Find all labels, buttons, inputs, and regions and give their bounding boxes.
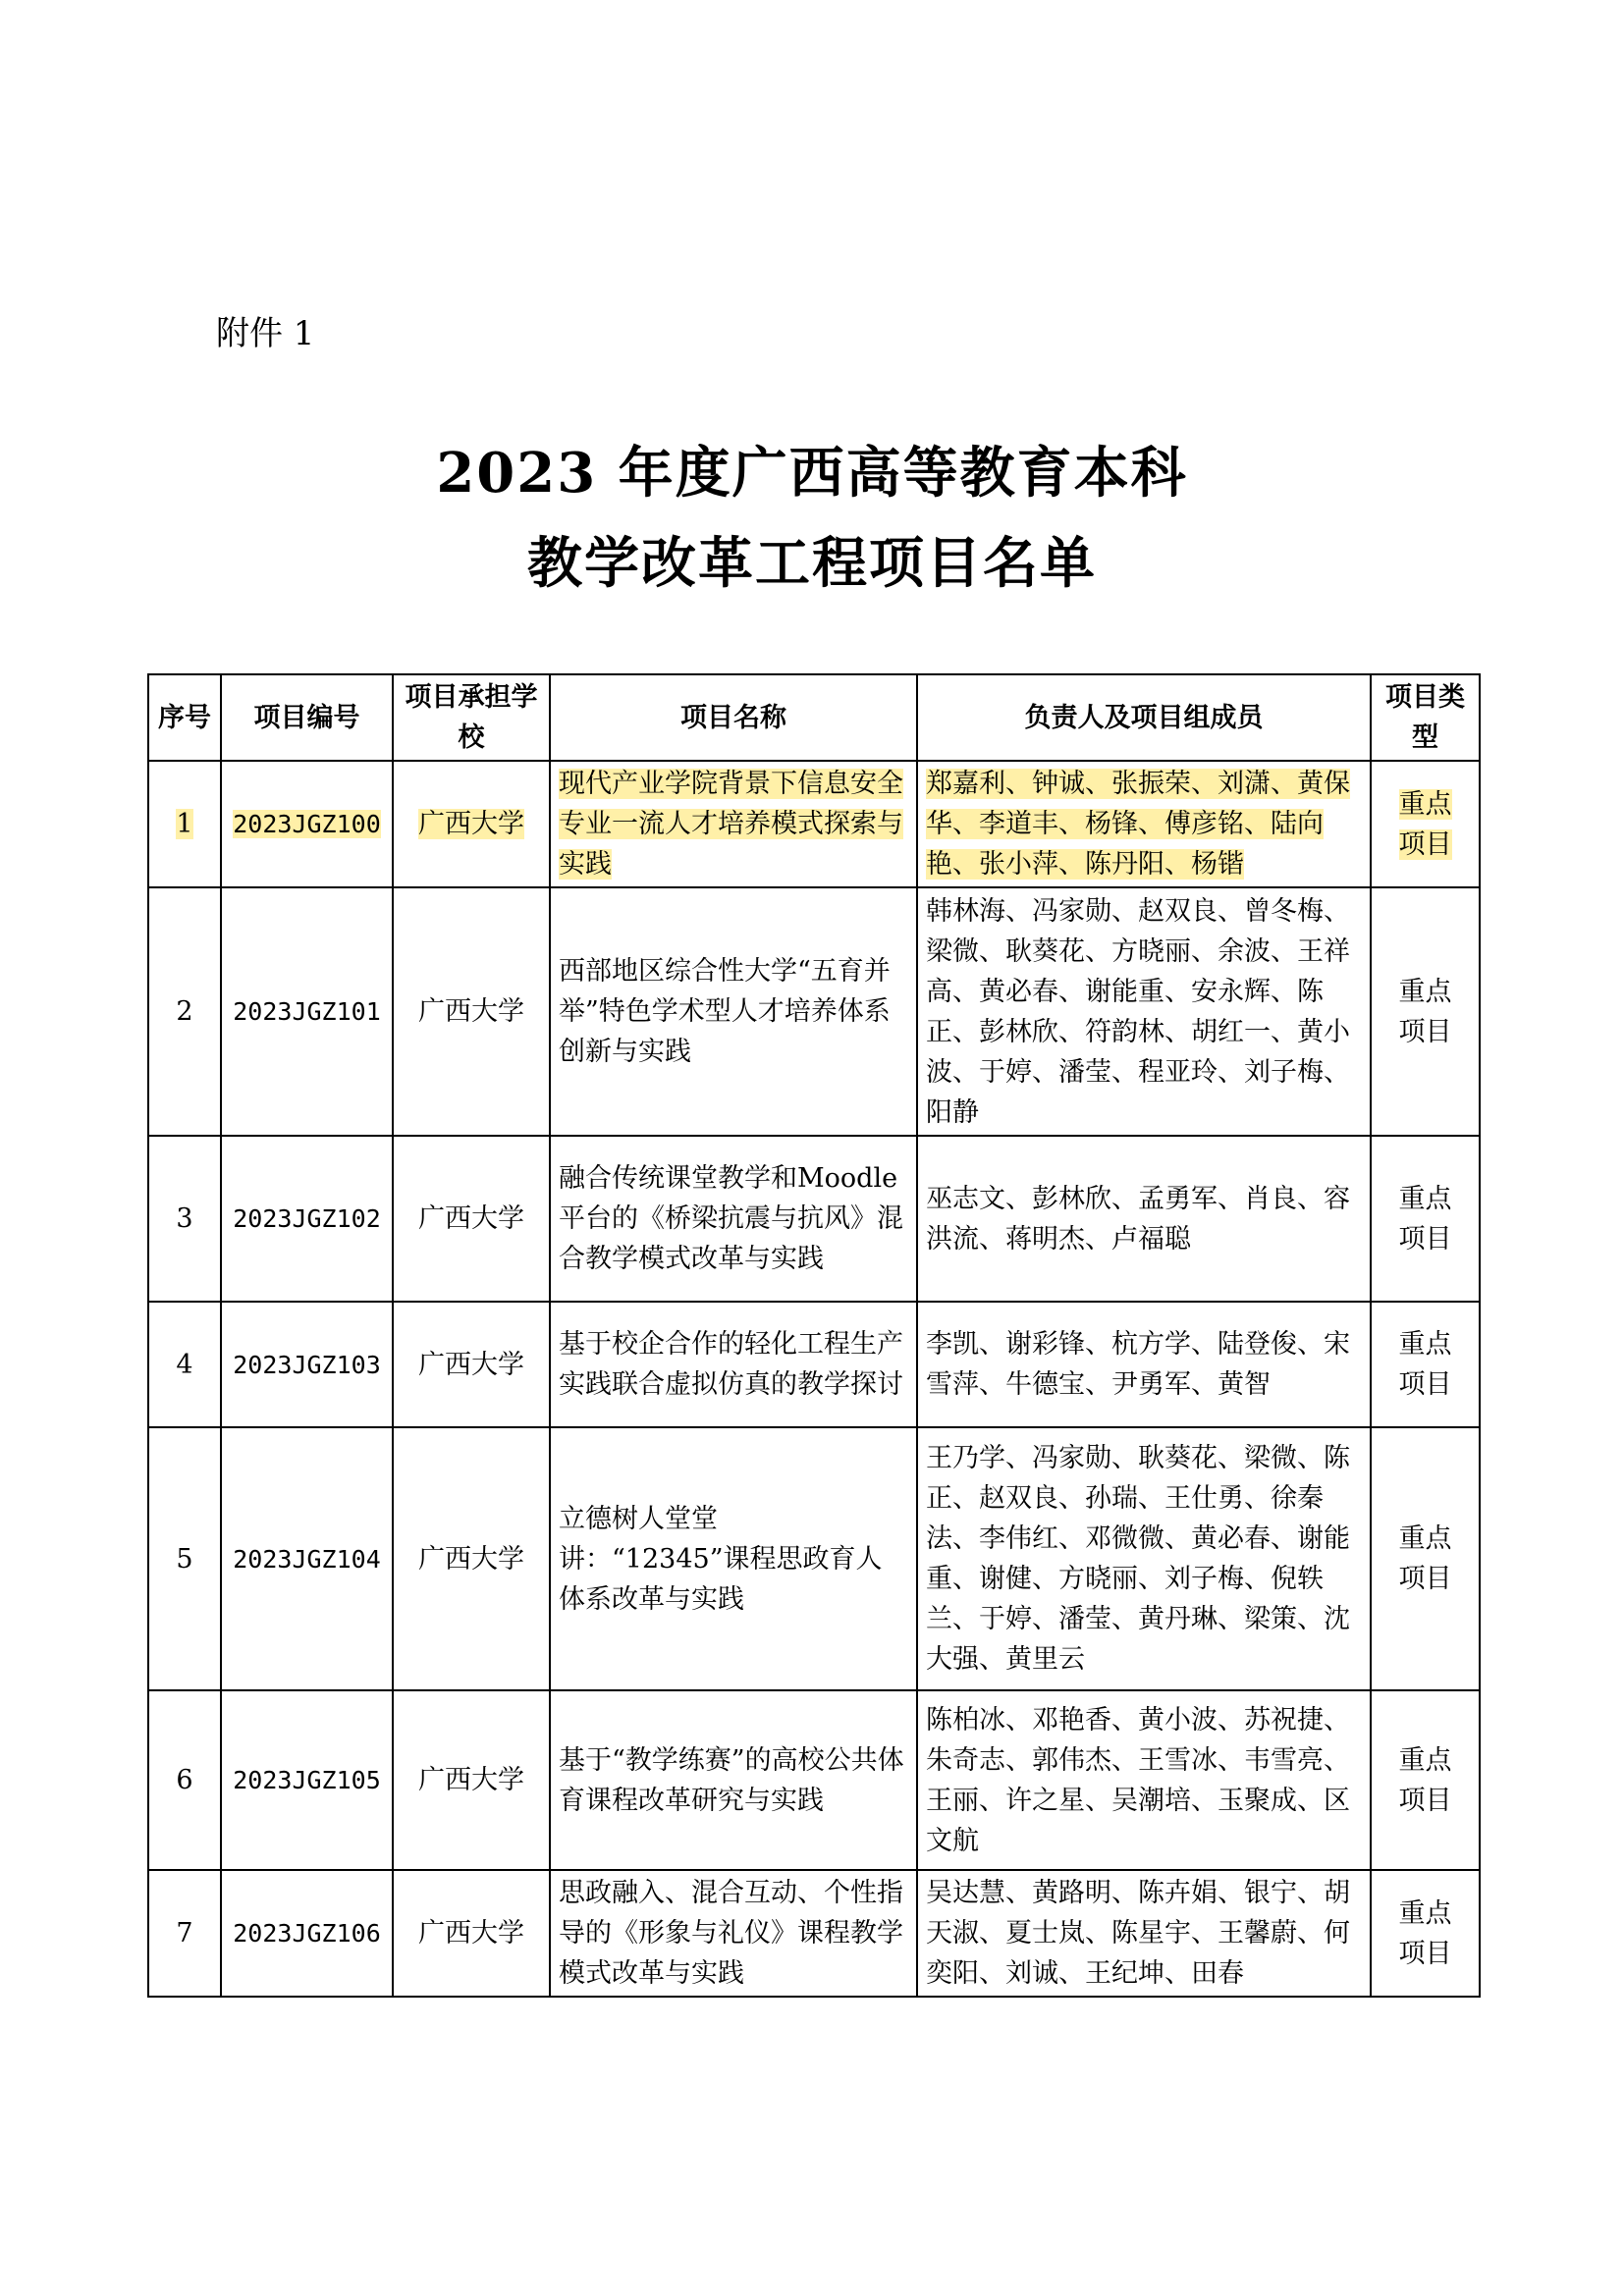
cell-school bbox=[393, 1427, 550, 1690]
cell-type bbox=[1371, 887, 1480, 1136]
cell-index bbox=[148, 1870, 221, 1997]
table-row bbox=[148, 1302, 1480, 1427]
cell-index bbox=[148, 1427, 221, 1690]
cell-project-name bbox=[550, 1870, 917, 1997]
cell-index bbox=[148, 1302, 221, 1427]
table-row bbox=[148, 1427, 1480, 1690]
cell-members bbox=[917, 1136, 1371, 1302]
cell-members bbox=[917, 761, 1371, 887]
cell-index bbox=[148, 1690, 221, 1870]
cell-project-name bbox=[550, 1136, 917, 1302]
table-row bbox=[148, 1870, 1480, 1997]
cell-project-name-text: 思政融入、混合互动、个性指导的《形象与礼仪》课程教学模式改革与实践 bbox=[559, 1878, 903, 1989]
table-header-row bbox=[148, 674, 1480, 761]
cell-code bbox=[221, 1690, 393, 1870]
cell-code bbox=[221, 1427, 393, 1690]
header-type: 项目类型 bbox=[1371, 674, 1480, 761]
cell-code bbox=[221, 1870, 393, 1997]
cell-type-text: 重点项目 bbox=[1398, 976, 1452, 1047]
cell-index-text: 1 bbox=[176, 809, 193, 839]
table-row bbox=[148, 887, 1480, 1136]
cell-members bbox=[917, 1302, 1371, 1427]
cell-project-name-text: 西部地区综合性大学“五育并举”特色学术型人才培养体系创新与实践 bbox=[559, 956, 891, 1067]
cell-code-text: 2023JGZ101 bbox=[233, 997, 381, 1026]
cell-code bbox=[221, 1302, 393, 1427]
cell-project-name bbox=[550, 1302, 917, 1427]
cell-members-text: 郑嘉利、钟诚、张振荣、刘潇、黄保华、李道丰、杨锋、傅彦铭、陆向艳、张小萍、陈丹阳、杨锴 bbox=[926, 769, 1350, 880]
cell-members-text: 李凯、谢彩锋、杭方学、陆登俊、宋雪萍、牛德宝、尹勇军、黄智 bbox=[926, 1329, 1350, 1400]
table-row bbox=[148, 761, 1480, 887]
cell-members bbox=[917, 887, 1371, 1136]
cell-school-text: 广西大学 bbox=[418, 809, 524, 839]
cell-members bbox=[917, 1427, 1371, 1690]
cell-school bbox=[393, 1136, 550, 1302]
cell-code-text: 2023JGZ104 bbox=[233, 1544, 381, 1574]
cell-type-text: 重点项目 bbox=[1398, 1744, 1452, 1816]
cell-type bbox=[1371, 1302, 1480, 1427]
cell-index-text: 2 bbox=[176, 996, 193, 1027]
header-name: 项目名称 bbox=[550, 674, 917, 761]
cell-school-text: 广西大学 bbox=[418, 1203, 524, 1234]
cell-school bbox=[393, 1302, 550, 1427]
cell-members-text: 巫志文、彭林欣、孟勇军、肖良、容洪流、蒋明杰、卢福聪 bbox=[926, 1183, 1350, 1255]
cell-code-text: 2023JGZ100 bbox=[233, 810, 381, 838]
project-table bbox=[147, 673, 1481, 1998]
cell-index-text: 4 bbox=[176, 1349, 193, 1380]
cell-members bbox=[917, 1870, 1371, 1997]
cell-school bbox=[393, 887, 550, 1136]
cell-type-text: 重点项目 bbox=[1398, 788, 1452, 860]
cell-project-name bbox=[550, 887, 917, 1136]
cell-school-text: 广西大学 bbox=[418, 1918, 524, 1949]
cell-index bbox=[148, 1136, 221, 1302]
cell-type bbox=[1371, 1870, 1480, 1997]
cell-project-name-text: 基于“教学练赛”的高校公共体育课程改革研究与实践 bbox=[559, 1744, 904, 1816]
cell-code-text: 2023JGZ105 bbox=[233, 1766, 381, 1794]
cell-index-text: 6 bbox=[176, 1765, 193, 1795]
attachment-label: 附件 1 bbox=[216, 314, 315, 353]
cell-project-name bbox=[550, 1690, 917, 1870]
cell-code-text: 2023JGZ103 bbox=[233, 1350, 381, 1379]
table-body bbox=[148, 761, 1480, 1997]
cell-school-text: 广西大学 bbox=[418, 1765, 524, 1795]
cell-type bbox=[1371, 1136, 1480, 1302]
cell-school-text: 广西大学 bbox=[418, 996, 524, 1027]
cell-school bbox=[393, 761, 550, 887]
cell-project-name-text: 现代产业学院背景下信息安全专业一流人才培养模式探索与实践 bbox=[559, 769, 903, 880]
cell-type bbox=[1371, 761, 1480, 887]
cell-school bbox=[393, 1870, 550, 1997]
cell-project-name-text: 基于校企合作的轻化工程生产实践联合虚拟仿真的教学探讨 bbox=[559, 1329, 903, 1400]
cell-index bbox=[148, 761, 221, 887]
cell-members-text: 韩林海、冯家勋、赵双良、曾冬梅、梁微、耿葵花、方晓丽、余波、王祥高、黄必春、谢能重、安永辉、陈正、彭林欣、符韵林、胡红一、黄小波、于婷、潘莹、程亚玲、刘子梅、阳静 bbox=[926, 895, 1350, 1128]
cell-index-text: 3 bbox=[176, 1203, 193, 1234]
cell-type-text: 重点项目 bbox=[1398, 1897, 1452, 1969]
cell-members-text: 陈柏冰、邓艳香、黄小波、苏祝捷、朱奇志、郭伟杰、王雪冰、韦雪亮、王丽、许之星、吴潮培、玉聚成、区文航 bbox=[926, 1704, 1350, 1856]
cell-project-name bbox=[550, 1427, 917, 1690]
header-code: 项目编号 bbox=[221, 674, 393, 761]
cell-type bbox=[1371, 1427, 1480, 1690]
cell-members bbox=[917, 1690, 1371, 1870]
cell-type-text: 重点项目 bbox=[1398, 1329, 1452, 1400]
cell-project-name-text: 立德树人堂堂讲：“12345”课程思政育人体系改革与实践 bbox=[559, 1503, 883, 1615]
cell-code bbox=[221, 761, 393, 887]
cell-type bbox=[1371, 1690, 1480, 1870]
header-members: 负责人及项目组成员 bbox=[917, 674, 1371, 761]
cell-project-name-text: 融合传统课堂教学和Moodle平台的《桥梁抗震与抗风》混合教学模式改革与实践 bbox=[559, 1163, 903, 1274]
cell-index-text: 7 bbox=[176, 1918, 193, 1949]
cell-index-text: 5 bbox=[176, 1543, 193, 1575]
cell-code bbox=[221, 887, 393, 1136]
cell-index bbox=[148, 887, 221, 1136]
cell-members-text: 吴达慧、黄路明、陈卉娟、银宁、胡天淑、夏士岚、陈星宇、王馨蔚、何奕阳、刘诚、王纪坤、田春 bbox=[926, 1878, 1350, 1989]
cell-type-text: 重点项目 bbox=[1398, 1523, 1452, 1594]
cell-school-text: 广西大学 bbox=[418, 1349, 524, 1380]
cell-code-text: 2023JGZ106 bbox=[233, 1919, 381, 1948]
cell-code bbox=[221, 1136, 393, 1302]
cell-school bbox=[393, 1690, 550, 1870]
table-row bbox=[148, 1690, 1480, 1870]
header-school: 项目承担学校 bbox=[393, 674, 550, 761]
cell-project-name bbox=[550, 761, 917, 887]
document-title-line-1: 2023 年度广西高等教育本科 bbox=[436, 441, 1188, 506]
cell-type-text: 重点项目 bbox=[1398, 1183, 1452, 1255]
cell-members-text: 王乃学、冯家勋、耿葵花、梁微、陈正、赵双良、孙瑞、王仕勇、徐秦法、李伟红、邓微微、黄必春、谢能重、谢健、方晓丽、刘子梅、倪轶兰、于婷、潘莹、黄丹琳、梁策、沈大强、黄里云 bbox=[926, 1443, 1350, 1675]
header-index: 序号 bbox=[148, 674, 221, 761]
cell-code-text: 2023JGZ102 bbox=[233, 1204, 381, 1233]
cell-school-text: 广西大学 bbox=[418, 1543, 524, 1575]
table-row bbox=[148, 1136, 1480, 1302]
document-title-line-2: 教学改革工程项目名单 bbox=[527, 531, 1097, 596]
